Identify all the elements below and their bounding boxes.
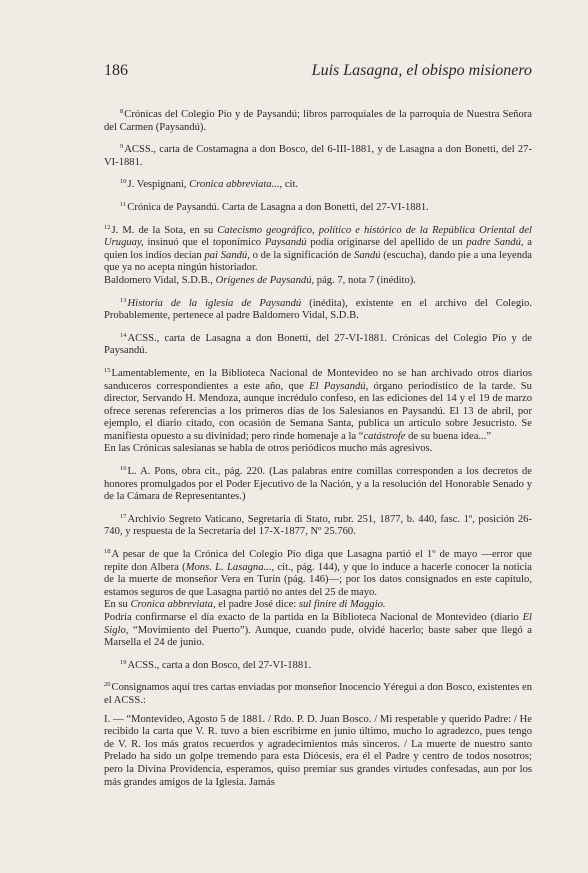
note-number: 16 xyxy=(120,465,127,473)
note-text: En las Crónicas salesianas se habla de otros periódicos mucho más agresivos. xyxy=(104,443,433,455)
note-number: 17 xyxy=(120,512,127,520)
note-text-italic: Cronica abbreviata, xyxy=(130,599,216,611)
note-text: Crónica de Paysandú. Carta de Lasagna a don Bonetti, del 27-VI-1881. xyxy=(127,201,429,213)
note-text: pág. 7, nota 7 (inédito). xyxy=(314,274,416,286)
footnote-8 xyxy=(104,106,532,134)
note-text: L. A. Pons, obra cit., pág. 220. (Las palabras entre comillas corresponden a los decretos de honores promulgados por el Poder Ejecutivo de la Nación, y a la resolución del Honorable Senado y de la Cámara de Representantes.) xyxy=(104,466,532,503)
note-text: insinuó que el toponímico xyxy=(143,237,265,249)
footnote-13 xyxy=(104,295,532,323)
note-text-italic: Orígenes de Paysandú, xyxy=(215,274,315,286)
note-text: ACSS., carta de Lasagna a don Bonetti, del 27-VI-1881. Crónicas del Colegio Pío y de Paysandú. xyxy=(104,332,532,357)
note-text: J. Vespignani, xyxy=(127,179,190,191)
note-text: J. M. de la Sota, en su xyxy=(111,224,218,236)
note-text: (inédita), existente en el archivo del Colegio. Probablemente, pertenece al padre Baldomero Vidal, S.D.B. xyxy=(104,297,533,322)
footnote-15 xyxy=(104,365,532,456)
note-text: órgano periodístico de la tarde. Su director, Servando H. Mendoza, aunque incrédulo confeso, en las ediciones del 14 y el 19 de marzo ofrece serenas referencias a los primeros días de los Salesianos en Paysandú. El 13 de abril, por ejemplo, el diario citado, con ocasión de Semana Santa, publica un artículo sobre Jesucristo. Se manifiesta opuesto a su divinidad; pero rinde homenaje a la “ xyxy=(104,380,532,442)
running-head: Luis Lasagna, el obispo misionero xyxy=(311,62,532,79)
note-text: Crónicas del Colegio Pío y de Paysandú; libros parroquiales de la parroquia de Nuestra Señora del Carmen (Paysandú). xyxy=(104,109,532,133)
note-text-italic: Sandú xyxy=(354,249,381,261)
note-number: 20 xyxy=(104,681,111,689)
footnote-12 xyxy=(104,222,532,288)
note-number: 13 xyxy=(120,296,127,304)
note-text-italic: Cronica abbreviata... xyxy=(189,179,280,191)
note-text: ACSS., carta a don Bosco, del 27-VI-1881. xyxy=(127,659,312,671)
note-number: 8 xyxy=(120,108,124,115)
note-text-italic: El Siglo, xyxy=(104,612,532,636)
note-text-italic: pai Sandú, xyxy=(204,249,250,261)
letter-text: I. — “Montevideo, Agosto 5 de 1881. / Rdo. P. D. Juan Bosco. / Mi respetable y querido Padre: / He recibido la carta que V. R. tuvo a bien escribirme en junio último, mucho lo agradezco, pues tengo de V. R. los más gratos recuerdos y agradecimientos más sinceros. / La muerte de nuestro santo Prelado ha sido un golpe tremendo para esta Diócesis, era él el Padre y centro de todos nosotros; pero la Divina Providencia, esperamos, quiso premiar sus grandes virtudes confesadas, aun por los más grandes amigos de la Iglesia. Jamás xyxy=(104,713,532,788)
note-text: ACSS., carta de Costamagna a don Bosco, del 6-III-1881, y de Lasagna a don Bonetti, del 27-VI-1881. xyxy=(104,144,532,168)
page-header xyxy=(104,62,532,80)
page-number: 186 xyxy=(104,62,128,79)
note-text: Archivio Segreto Vaticano, Segretaria di Stato, rubr. 251, 1877, b. 440, fasc. 1º, posición 26-740, y respuesta de la Secretaría del 17-X-1877, Nº 25.760. xyxy=(104,513,532,538)
note-text-italic: El Paysandú, xyxy=(309,380,369,392)
note-text: “Movimiento del Puerto”). Aunque, cuando pude, olvidé hacerlo; baste saber que llegó a Marsella el 24 de junio. xyxy=(104,624,532,649)
footnote-11 xyxy=(104,199,532,215)
note-text-italic: padre Sandú, xyxy=(466,237,524,249)
note-number: 12 xyxy=(104,223,111,231)
note-number: 11 xyxy=(120,200,127,208)
note-text: a quien los indios decían xyxy=(104,237,532,261)
footnotes xyxy=(104,106,532,789)
note-text: , cit. xyxy=(279,179,299,191)
note-text-italic: Paysandú xyxy=(264,237,307,249)
note-number: 10 xyxy=(120,178,127,186)
note-text: cit., pág. 144), y que lo induce a hacerle conocer la noticia de la muerte de monseñor Vera en Turín (pág. 146)—; por los datos consignados en este capítulo, estamos seguros de que Lasagna partió no antes del 25 de mayo. xyxy=(104,561,533,598)
footnote-16 xyxy=(104,463,532,504)
footnote-17 xyxy=(104,511,532,539)
note-text: En su xyxy=(104,599,131,611)
footnote-18 xyxy=(104,546,532,650)
note-number: 18 xyxy=(104,548,111,556)
note-text-italic: sul finire di Maggio. xyxy=(298,599,386,611)
note-text: Podría confirmarse el día exacto de la partida en la Biblioteca Nacional de Montevideo (diario xyxy=(104,612,523,623)
note-text-italic: Historia de la iglesia de Paysandú xyxy=(127,297,302,309)
note-text: A pesar de que la Crónica del Colegio Pío diga que Lasagna partió el 1º de mayo —error que repite don Albera ( xyxy=(104,549,532,573)
note-text: de su buena idea...” xyxy=(405,430,492,442)
footnote-9 xyxy=(104,141,532,169)
footnote-10 xyxy=(104,176,532,192)
note-text: Baldomero Vidal, S.D.B., xyxy=(104,274,216,286)
note-text: o de la significación de xyxy=(249,249,355,261)
note-text: Lamentablemente, en la Biblioteca Nacional de Montevideo no se han archivado otros diarios sanduceros correspondientes a este año, que xyxy=(104,367,532,392)
note-number: 19 xyxy=(120,658,127,666)
note-text: (escucha), dando pie a una leyenda que ya no acepta ningún historiador. xyxy=(104,249,532,274)
note-number: 15 xyxy=(104,366,111,374)
note-text-italic: Mons. L. Lasagna..., xyxy=(185,561,275,573)
note-text-italic: catástrofe xyxy=(363,430,406,442)
footnote-19 xyxy=(104,657,532,673)
note-number: 14 xyxy=(120,331,127,339)
note-number: 9 xyxy=(120,143,124,151)
footnote-20 xyxy=(104,679,532,789)
note-text-italic: Catecismo geográfico, político e histórico de la República Oriental del Uruguay, xyxy=(104,224,532,249)
note-text: Consignamos aquí tres cartas enviadas por monseñor Inocencio Yéregui a don Bosco, existentes en el ACSS.: xyxy=(104,682,532,706)
footnote-14 xyxy=(104,330,532,358)
note-text: podía originarse del apellido de un xyxy=(306,237,467,249)
note-text: el padre José dice: xyxy=(215,599,299,611)
